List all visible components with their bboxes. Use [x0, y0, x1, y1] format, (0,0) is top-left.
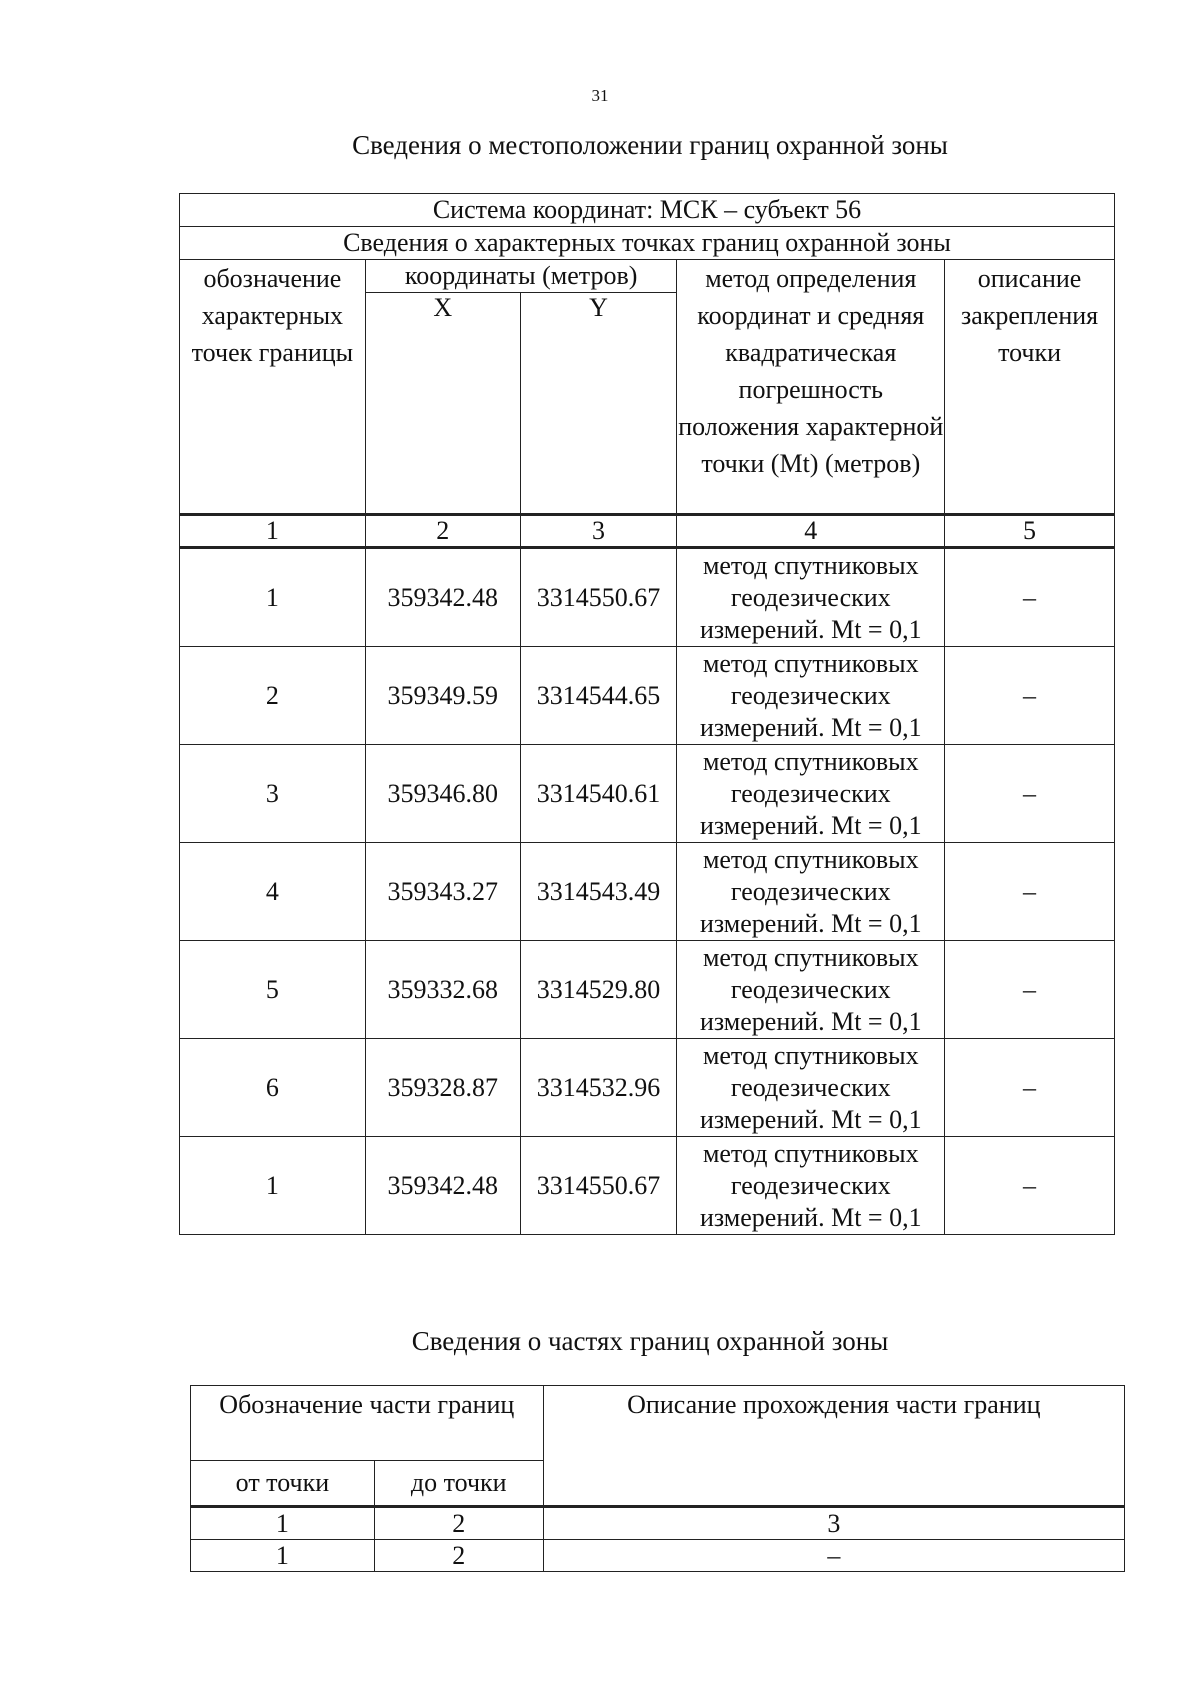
header-coordinates: координаты (метров): [365, 260, 677, 293]
cell-description: –: [945, 548, 1115, 647]
column-number: 2: [365, 515, 520, 548]
header-y: Y: [520, 293, 677, 515]
cell-x: 359349.59: [365, 647, 520, 745]
cell-method: метод спутниковых геодезических измерений. Mt = 0,1: [677, 1039, 945, 1137]
table-row: [180, 647, 1115, 745]
header-description: [945, 260, 1115, 515]
table-row: [191, 1540, 1125, 1572]
header-part-designation: Обозначение части границ: [191, 1386, 544, 1461]
cell-description: –: [945, 1039, 1115, 1137]
cell-y: 3314550.67: [520, 1137, 677, 1235]
boundary-parts-table: [190, 1385, 1125, 1572]
cell-y: 3314543.49: [520, 843, 677, 941]
cell-point: 1: [180, 1137, 366, 1235]
cell-y: 3314550.67: [520, 548, 677, 647]
header-from-point: от точки: [191, 1461, 375, 1507]
header-description-text: описание закрепления точки: [960, 264, 1099, 367]
header-x: X: [365, 293, 520, 515]
header-to-point: до точки: [374, 1461, 543, 1507]
column-header-row: [180, 260, 1115, 293]
cell-point: 6: [180, 1039, 366, 1137]
cell-y: 3314544.65: [520, 647, 677, 745]
cell-description: –: [945, 647, 1115, 745]
column-number: 3: [543, 1507, 1124, 1540]
cell-point: 1: [180, 548, 366, 647]
table-row: [180, 745, 1115, 843]
header-method-text: метод определения координат и средняя квадратическая погрешность положения характерной точки (Mt) (метров): [678, 264, 944, 478]
cell-method: метод спутниковых геодезических измерений. Mt = 0,1: [677, 647, 945, 745]
table-row: [180, 843, 1115, 941]
cell-description: –: [945, 745, 1115, 843]
parts-header-row: [191, 1386, 1125, 1461]
cell-x: 359342.48: [365, 548, 520, 647]
page-number: 31: [591, 86, 609, 105]
cell-y: 3314529.80: [520, 941, 677, 1039]
table-subtitle: Сведения о характерных точках границ охранной зоны: [180, 227, 1115, 260]
parts-column-number-row: [191, 1507, 1125, 1540]
section-title-location: Сведения о местоположении границ охранной зоны: [352, 130, 948, 160]
column-number: 2: [374, 1507, 543, 1540]
cell-description: –: [945, 1137, 1115, 1235]
cell-method: метод спутниковых геодезических измерений. Mt = 0,1: [677, 548, 945, 647]
coordinate-system-row: [180, 194, 1115, 227]
column-number: 3: [520, 515, 677, 548]
cell-method: метод спутниковых геодезических измерений. Mt = 0,1: [677, 941, 945, 1039]
table-subtitle-row: [180, 227, 1115, 260]
cell-description: –: [543, 1540, 1124, 1572]
cell-x: 359342.48: [365, 1137, 520, 1235]
cell-y: 3314532.96: [520, 1039, 677, 1137]
cell-y: 3314540.61: [520, 745, 677, 843]
cell-method: метод спутниковых геодезических измерений. Mt = 0,1: [677, 843, 945, 941]
cell-method: метод спутниковых геодезических измерений. Mt = 0,1: [677, 1137, 945, 1235]
column-number: 1: [180, 515, 366, 548]
table-row: [180, 1039, 1115, 1137]
cell-description: –: [945, 941, 1115, 1039]
table-row: [180, 548, 1115, 647]
cell-x: 359346.80: [365, 745, 520, 843]
cell-point: 3: [180, 745, 366, 843]
header-part-description: Описание прохождения части границ: [543, 1386, 1124, 1507]
coordinates-table: [179, 193, 1115, 1235]
header-designation: [180, 260, 366, 515]
cell-point: 4: [180, 843, 366, 941]
header-designation-text: обозначение характерных точек границы: [191, 264, 354, 367]
column-number: 1: [191, 1507, 375, 1540]
cell-description: –: [945, 843, 1115, 941]
header-method: [677, 260, 945, 515]
cell-method: метод спутниковых геодезических измерений. Mt = 0,1: [677, 745, 945, 843]
cell-point: 5: [180, 941, 366, 1039]
column-number-row: [180, 515, 1115, 548]
table-row: [180, 1137, 1115, 1235]
section-title-parts: Сведения о частях границ охранной зоны: [411, 1326, 889, 1356]
cell-x: 359332.68: [365, 941, 520, 1039]
cell-x: 359343.27: [365, 843, 520, 941]
table-row: [180, 941, 1115, 1039]
cell-point: 2: [180, 647, 366, 745]
cell-from: 1: [191, 1540, 375, 1572]
cell-to: 2: [374, 1540, 543, 1572]
cell-x: 359328.87: [365, 1039, 520, 1137]
column-number: 4: [677, 515, 945, 548]
column-number: 5: [945, 515, 1115, 548]
coordinate-system: Система координат: МСК – субъект 56: [180, 194, 1115, 227]
